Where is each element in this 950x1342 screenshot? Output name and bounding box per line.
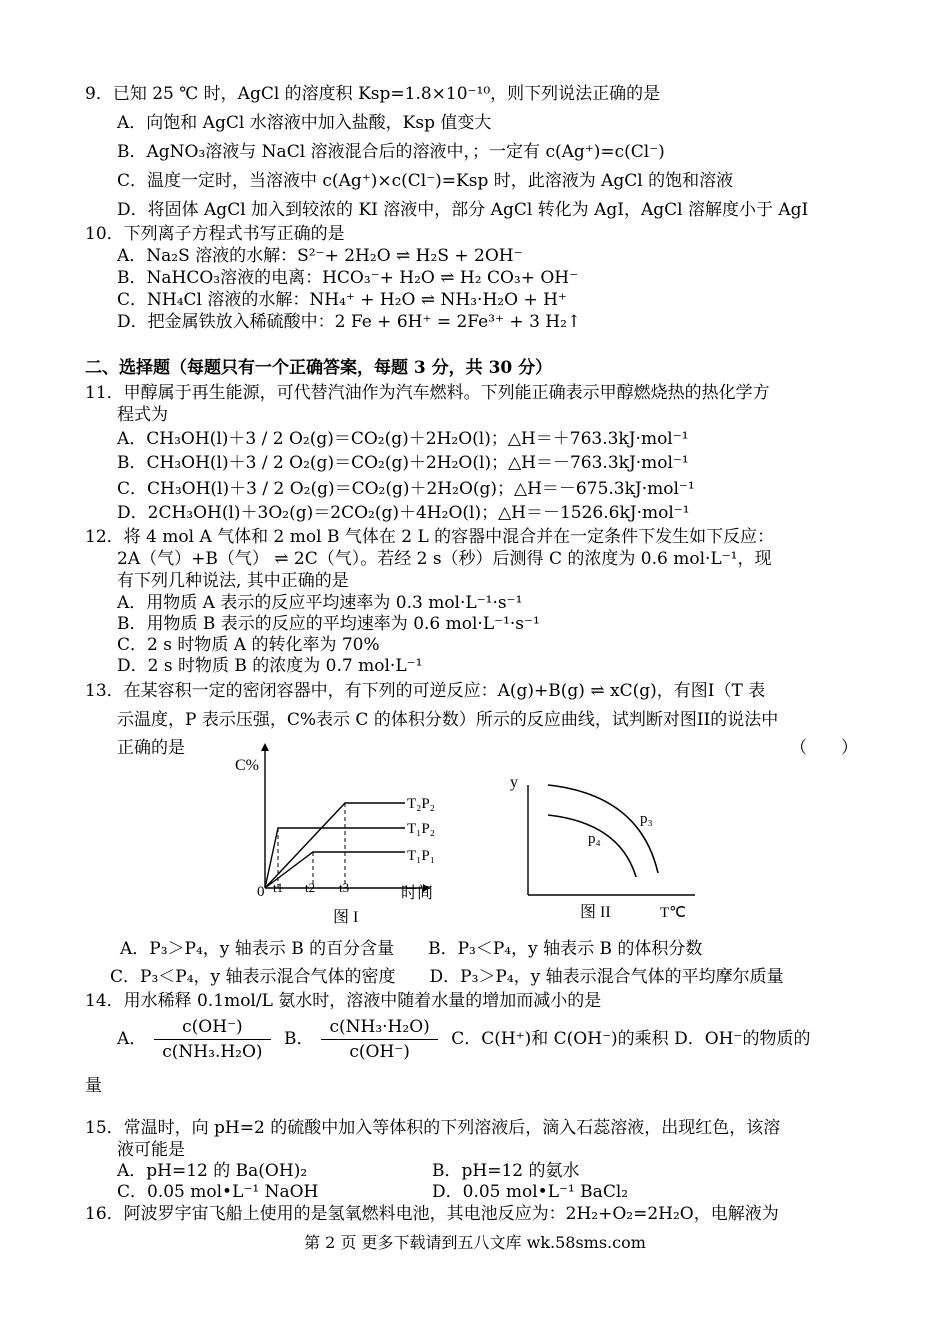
q14-stem: 14．用水稀释 0.1mol/L 氨水时，溶液中随着水量的增加而减小的是 — [85, 991, 602, 1011]
fig2-ylabel: y — [510, 774, 518, 791]
q15-stem-line1: 15．常温时，向 pH=2 的硫酸中加入等体积的下列溶液后，滴入石蕊溶液，出现红色，该溶 — [85, 1118, 781, 1138]
fig1-caption: 图 I — [333, 909, 359, 926]
q11-option-b: B．CH₃OH(l)＋3 / 2 O₂(g)＝CO₂(g)＋2H₂O(l)；△H＝－763.3kJ·mol⁻¹ — [117, 453, 689, 473]
q13-answer-blank: （ ） — [790, 738, 858, 758]
fig1-tick-t1: t1 — [273, 880, 284, 895]
q12-stem-line1: 12．将 4 mol A 气体和 2 mol B 气体在 2 L 的容器中混合并在一定条件下发生如下反应： — [85, 527, 775, 547]
q15-stem-line2: 液可能是 — [117, 1140, 185, 1160]
fig2-xlabel: T℃ — [660, 905, 687, 921]
q14-options-cd: C．C(H⁺)和 C(OH⁻)的乘积 D．OH⁻的物质的 — [451, 1029, 811, 1049]
q12-option-b: B．用物质 B 表示的反应的平均速率为 0.6 mol·L⁻¹·s⁻¹ — [117, 614, 540, 634]
figure-1 — [225, 740, 455, 930]
fig1-origin: 0 — [257, 884, 265, 900]
q16-stem: 16．阿波罗宇宙飞船上使用的是氢氧燃料电池，其电池反应为：2H₂+O₂=2H₂O，电解液为 — [85, 1204, 779, 1224]
q10-option-b: B．NaHCO₃溶液的电离：HCO₃⁻+ H₂O ⇌ H₂ CO₃+ OH⁻ — [117, 268, 579, 288]
q15-option-b: B．pH=12 的氨水 — [432, 1161, 580, 1181]
fig1-curve-t1p1 — [265, 852, 405, 888]
q14-option-a-label: A． — [117, 1029, 147, 1049]
q11-option-c: C．CH₃OH(l)＋3 / 2 O₂(g)＝CO₂(g)＋2H₂O(g)；△H＝－675.3kJ·mol⁻¹ — [117, 479, 695, 499]
q13-stem-line2: 示温度，P 表示压强，C%表示 C 的体积分数）所示的反应曲线，试判断对图II的说法中 — [117, 710, 779, 730]
q14-option-b-numerator: c(NH₃·H₂O) — [321, 1015, 437, 1040]
q12-stem-line2: 2A（气）+B（气） ⇌ 2C（气）。若经 2 s（秒）后测得 C 的浓度为 0.6 mol·L⁻¹，现 — [117, 549, 772, 569]
fig1-curve-t1p2 — [265, 828, 405, 888]
fig1-curve-t2p2 — [265, 803, 405, 888]
q9-option-c: C．温度一定时，当溶液中 c(Ag⁺)×c(Cl⁻)=Ksp 时，此溶液为 AgCl 的饱和溶液 — [117, 171, 734, 191]
fig1-ylabel: C% — [235, 757, 259, 774]
q12-option-a: A．用物质 A 表示的反应平均速率为 0.3 mol·L⁻¹·s⁻¹ — [117, 593, 523, 613]
q14-tail: 量 — [85, 1076, 102, 1096]
fig2-curve-p3 — [548, 785, 658, 873]
q10-option-a: A．Na₂S 溶液的水解：S²⁻+ 2H₂O ⇌ H₂S + 2OH⁻ — [117, 246, 523, 266]
q9-option-a: A．向饱和 AgCl 水溶液中加入盐酸，Ksp 值变大 — [117, 113, 492, 133]
q14-option-a-numerator: c(OH⁻) — [154, 1015, 270, 1040]
q13-stem-line3: 正确的是 — [117, 738, 185, 758]
fig2-caption: 图 II — [580, 904, 611, 921]
q14-option-a-denominator: c(NH₃.H₂O) — [162, 1042, 263, 1062]
q14-option-b-denominator: c(OH⁻) — [349, 1042, 410, 1062]
q11-stem-line1: 11．甲醇属于再生能源，可代替汽油作为汽车燃料。下列能正确表示甲醇燃烧热的热化学方 — [85, 383, 770, 403]
fig2-label-p4: p₄ — [588, 831, 601, 847]
q11-option-d: D．2CH₃OH(l)＋3O₂(g)＝2CO₂(g)＋4H₂O(l)；△H＝－1526.6kJ·mol⁻¹ — [117, 503, 690, 523]
q13-options-ab: A．P₃＞P₄，y 轴表示 B 的百分含量 B．P₃＜P₄，y 轴表示 B 的体积分数 — [120, 939, 703, 959]
q9-stem: 9．已知 25 ℃ 时，AgCl 的溶度积 Ksp=1.8×10⁻¹⁰，则下列说法正确的是 — [85, 84, 661, 104]
figure-2 — [500, 755, 710, 930]
q10-stem: 10．下列离子方程式书写正确的是 — [85, 224, 345, 244]
q14-options-row — [117, 1015, 810, 1064]
q11-option-a: A．CH₃OH(l)＋3 / 2 O₂(g)＝CO₂(g)＋2H₂O(l)；△H＝＋763.3kJ·mol⁻¹ — [117, 429, 689, 449]
fig1-label-t1p1: T₁P₁ — [407, 848, 435, 864]
q12-option-c: C．2 s 时物质 A 的转化率为 70% — [117, 635, 380, 655]
q14-option-a-fraction — [154, 1015, 270, 1064]
q12-stem-line3: 有下列几种说法, 其中正确的是 — [117, 571, 349, 591]
q15-option-a: A．pH=12 的 Ba(OH)₂ — [117, 1161, 308, 1181]
fig1-tick-t2: t2 — [305, 880, 316, 895]
page-footer: 第 2 页 更多下载请到五八文库 wk.58sms.com — [304, 1233, 646, 1252]
fig1-tick-t3: t3 — [339, 880, 350, 895]
q14-option-b-label: B． — [283, 1029, 314, 1049]
q13-options-cd: C．P₃＜P₄，y 轴表示混合气体的密度 D．P₃＞P₄，y 轴表示混合气体的平均摩尔质量 — [110, 967, 784, 987]
fig1-label-t1p2: T₁P₂ — [407, 821, 435, 837]
section-heading: 二、选择题（每题只有一个正确答案，每题 3 分，共 30 分） — [85, 358, 553, 378]
q14-option-b-fraction — [321, 1015, 437, 1064]
q10-option-c: C．NH₄Cl 溶液的水解：NH₄⁺ + H₂O ⇌ NH₃·H₂O + H⁺ — [117, 290, 567, 310]
q9-option-d: D．将固体 AgCl 加入到较浓的 KI 溶液中，部分 AgCl 转化为 AgI，AgCl 溶解度小于 AgI — [117, 200, 809, 220]
q9-option-b: B．AgNO₃溶液与 NaCl 溶液混合后的溶液中，；一定有 c(Ag⁺)=c(Cl⁻) — [117, 142, 665, 162]
q11-stem-line2: 程式为 — [117, 405, 168, 425]
q13-stem-line1: 13．在某容积一定的密闭容器中，有下列的可逆反应：A(g)+B(g) ⇌ xC(g)，有图I（T 表 — [85, 681, 766, 701]
fig1-label-t2p2: T₂P₂ — [407, 796, 435, 812]
fig1-xlabel: 时间 — [401, 885, 434, 902]
q12-option-d: D．2 s 时物质 B 的浓度为 0.7 mol·L⁻¹ — [117, 656, 423, 676]
q15-option-d: D．0.05 mol•L⁻¹ BaCl₂ — [432, 1182, 629, 1202]
fig2-label-p3: p₃ — [640, 811, 653, 827]
q10-option-d: D．把金属铁放入稀硫酸中：2 Fe + 6H⁺ = 2Fe³⁺ + 3 H₂↑ — [117, 312, 582, 332]
q15-option-c: C．0.05 mol•L⁻¹ NaOH — [117, 1182, 319, 1202]
fig1-y-arrow — [261, 743, 269, 751]
